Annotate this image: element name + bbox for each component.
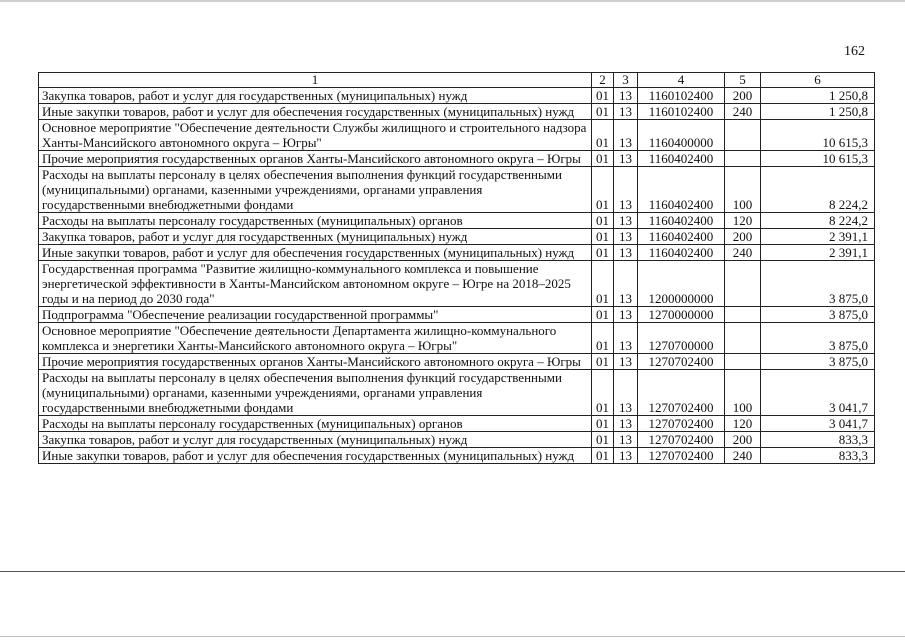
table-row xyxy=(39,370,875,416)
row-section-cell: 01 xyxy=(592,88,614,104)
table-row xyxy=(39,229,875,245)
row-target-article-cell: 1160102400 xyxy=(638,104,725,120)
row-subsection-cell: 13 xyxy=(614,167,638,213)
row-target-article-cell: 1160402400 xyxy=(638,229,725,245)
row-section-cell: 01 xyxy=(592,245,614,261)
row-sum-cell: 10 615,3 xyxy=(761,120,875,151)
table-row xyxy=(39,88,875,104)
row-name-cell: Расходы на выплаты персоналу государственных (муниципальных) органов xyxy=(39,213,592,229)
row-subsection-cell: 13 xyxy=(614,261,638,307)
row-sum-cell: 1 250,8 xyxy=(761,88,875,104)
row-sum-cell: 3 041,7 xyxy=(761,370,875,416)
row-name-cell: Иные закупки товаров, работ и услуг для обеспечения государственных (муниципальных) нужд xyxy=(39,104,592,120)
row-subsection-cell: 13 xyxy=(614,432,638,448)
row-subsection-cell: 13 xyxy=(614,354,638,370)
row-target-article-cell: 1160402400 xyxy=(638,213,725,229)
row-expense-type-cell: 240 xyxy=(725,448,761,464)
table-row xyxy=(39,432,875,448)
row-subsection-cell: 13 xyxy=(614,448,638,464)
row-expense-type-cell: 240 xyxy=(725,245,761,261)
row-sum-cell: 3 875,0 xyxy=(761,261,875,307)
row-name-cell: Иные закупки товаров, работ и услуг для обеспечения государственных (муниципальных) нужд xyxy=(39,245,592,261)
row-expense-type-cell: 120 xyxy=(725,416,761,432)
row-expense-type-cell xyxy=(725,323,761,354)
row-sum-cell: 833,3 xyxy=(761,448,875,464)
header-col-5: 5 xyxy=(725,73,761,88)
row-target-article-cell: 1270700000 xyxy=(638,323,725,354)
row-expense-type-cell: 200 xyxy=(725,88,761,104)
row-section-cell: 01 xyxy=(592,416,614,432)
row-sum-cell: 1 250,8 xyxy=(761,104,875,120)
row-target-article-cell: 1200000000 xyxy=(638,261,725,307)
row-expense-type-cell xyxy=(725,354,761,370)
row-name-cell: Расходы на выплаты персоналу в целях обеспечения выполнения функций государственными (муниципальными) органами, казенными учреждениями, органами управления государственными внебюджетными фондами xyxy=(39,370,592,416)
row-target-article-cell: 1160402400 xyxy=(638,245,725,261)
row-expense-type-cell: 100 xyxy=(725,167,761,213)
row-expense-type-cell xyxy=(725,120,761,151)
row-expense-type-cell: 100 xyxy=(725,370,761,416)
row-subsection-cell: 13 xyxy=(614,307,638,323)
row-expense-type-cell xyxy=(725,151,761,167)
row-name-cell: Государственная программа "Развитие жилищно-коммунального комплекса и повышение энергетической эффективности в Ханты-Мансийском автономном округе – Югре на 2018–2025 годы и на период до 2030 года" xyxy=(39,261,592,307)
table-row xyxy=(39,151,875,167)
row-sum-cell: 8 224,2 xyxy=(761,167,875,213)
row-sum-cell: 10 615,3 xyxy=(761,151,875,167)
row-subsection-cell: 13 xyxy=(614,370,638,416)
table-header-row xyxy=(39,73,875,88)
table-row xyxy=(39,354,875,370)
row-section-cell: 01 xyxy=(592,354,614,370)
scan-artifact-line xyxy=(0,571,905,572)
row-subsection-cell: 13 xyxy=(614,229,638,245)
row-subsection-cell: 13 xyxy=(614,416,638,432)
row-sum-cell: 833,3 xyxy=(761,432,875,448)
row-target-article-cell: 1160102400 xyxy=(638,88,725,104)
header-col-2: 2 xyxy=(592,73,614,88)
header-col-4: 4 xyxy=(638,73,725,88)
row-name-cell: Закупка товаров, работ и услуг для государственных (муниципальных) нужд xyxy=(39,229,592,245)
row-target-article-cell: 1270702400 xyxy=(638,370,725,416)
row-section-cell: 01 xyxy=(592,229,614,245)
row-name-cell: Расходы на выплаты персоналу в целях обеспечения выполнения функций государственными (муниципальными) органами, казенными учреждениями, органами управления государственными внебюджетными фондами xyxy=(39,167,592,213)
row-sum-cell: 8 224,2 xyxy=(761,213,875,229)
row-expense-type-cell: 200 xyxy=(725,432,761,448)
row-section-cell: 01 xyxy=(592,432,614,448)
row-name-cell: Прочие мероприятия государственных органов Ханты-Мансийского автономного округа – Югры xyxy=(39,354,592,370)
row-expense-type-cell xyxy=(725,307,761,323)
row-section-cell: 01 xyxy=(592,448,614,464)
table-row xyxy=(39,448,875,464)
scan-edge-bottom xyxy=(0,636,905,637)
row-name-cell: Закупка товаров, работ и услуг для государственных (муниципальных) нужд xyxy=(39,88,592,104)
row-target-article-cell: 1270702400 xyxy=(638,432,725,448)
row-subsection-cell: 13 xyxy=(614,88,638,104)
row-name-cell: Основное мероприятие "Обеспечение деятельности Службы жилищного и строительного надзора Ханты-Мансийского автономного округа – Югры" xyxy=(39,120,592,151)
row-target-article-cell: 1270702400 xyxy=(638,354,725,370)
row-expense-type-cell: 120 xyxy=(725,213,761,229)
row-subsection-cell: 13 xyxy=(614,120,638,151)
row-target-article-cell: 1160402400 xyxy=(638,151,725,167)
row-target-article-cell: 1270702400 xyxy=(638,448,725,464)
table-row xyxy=(39,104,875,120)
row-name-cell: Закупка товаров, работ и услуг для государственных (муниципальных) нужд xyxy=(39,432,592,448)
row-name-cell: Иные закупки товаров, работ и услуг для обеспечения государственных (муниципальных) нужд xyxy=(39,448,592,464)
table-row xyxy=(39,307,875,323)
header-col-1: 1 xyxy=(39,73,592,88)
row-sum-cell: 3 875,0 xyxy=(761,323,875,354)
row-section-cell: 01 xyxy=(592,307,614,323)
table-row xyxy=(39,213,875,229)
row-section-cell: 01 xyxy=(592,104,614,120)
row-section-cell: 01 xyxy=(592,213,614,229)
row-name-cell: Расходы на выплаты персоналу государственных (муниципальных) органов xyxy=(39,416,592,432)
row-section-cell: 01 xyxy=(592,120,614,151)
row-section-cell: 01 xyxy=(592,167,614,213)
row-sum-cell: 2 391,1 xyxy=(761,229,875,245)
row-name-cell: Основное мероприятие "Обеспечение деятельности Департамента жилищно-коммунального комплекса и энергетики Ханты-Мансийского автономного округа – Югры" xyxy=(39,323,592,354)
header-col-3: 3 xyxy=(614,73,638,88)
header-col-6: 6 xyxy=(761,73,875,88)
row-target-article-cell: 1160400000 xyxy=(638,120,725,151)
row-sum-cell: 2 391,1 xyxy=(761,245,875,261)
row-expense-type-cell xyxy=(725,261,761,307)
row-section-cell: 01 xyxy=(592,370,614,416)
row-sum-cell: 3 875,0 xyxy=(761,354,875,370)
table-row xyxy=(39,120,875,151)
scan-edge-top xyxy=(0,0,905,2)
row-subsection-cell: 13 xyxy=(614,323,638,354)
row-subsection-cell: 13 xyxy=(614,151,638,167)
budget-table xyxy=(38,72,875,464)
row-section-cell: 01 xyxy=(592,261,614,307)
row-subsection-cell: 13 xyxy=(614,245,638,261)
row-subsection-cell: 13 xyxy=(614,104,638,120)
table-row xyxy=(39,323,875,354)
table-row xyxy=(39,261,875,307)
table-row xyxy=(39,416,875,432)
row-name-cell: Прочие мероприятия государственных органов Ханты-Мансийского автономного округа – Югры xyxy=(39,151,592,167)
table-row xyxy=(39,167,875,213)
table-row xyxy=(39,245,875,261)
budget-table-body xyxy=(39,73,875,464)
row-target-article-cell: 1270000000 xyxy=(638,307,725,323)
page-number: 162 xyxy=(844,44,865,59)
row-target-article-cell: 1160402400 xyxy=(638,167,725,213)
row-section-cell: 01 xyxy=(592,151,614,167)
row-sum-cell: 3 875,0 xyxy=(761,307,875,323)
row-expense-type-cell: 200 xyxy=(725,229,761,245)
row-section-cell: 01 xyxy=(592,323,614,354)
row-expense-type-cell: 240 xyxy=(725,104,761,120)
row-target-article-cell: 1270702400 xyxy=(638,416,725,432)
row-name-cell: Подпрограмма "Обеспечение реализации государственной программы" xyxy=(39,307,592,323)
row-subsection-cell: 13 xyxy=(614,213,638,229)
row-sum-cell: 3 041,7 xyxy=(761,416,875,432)
